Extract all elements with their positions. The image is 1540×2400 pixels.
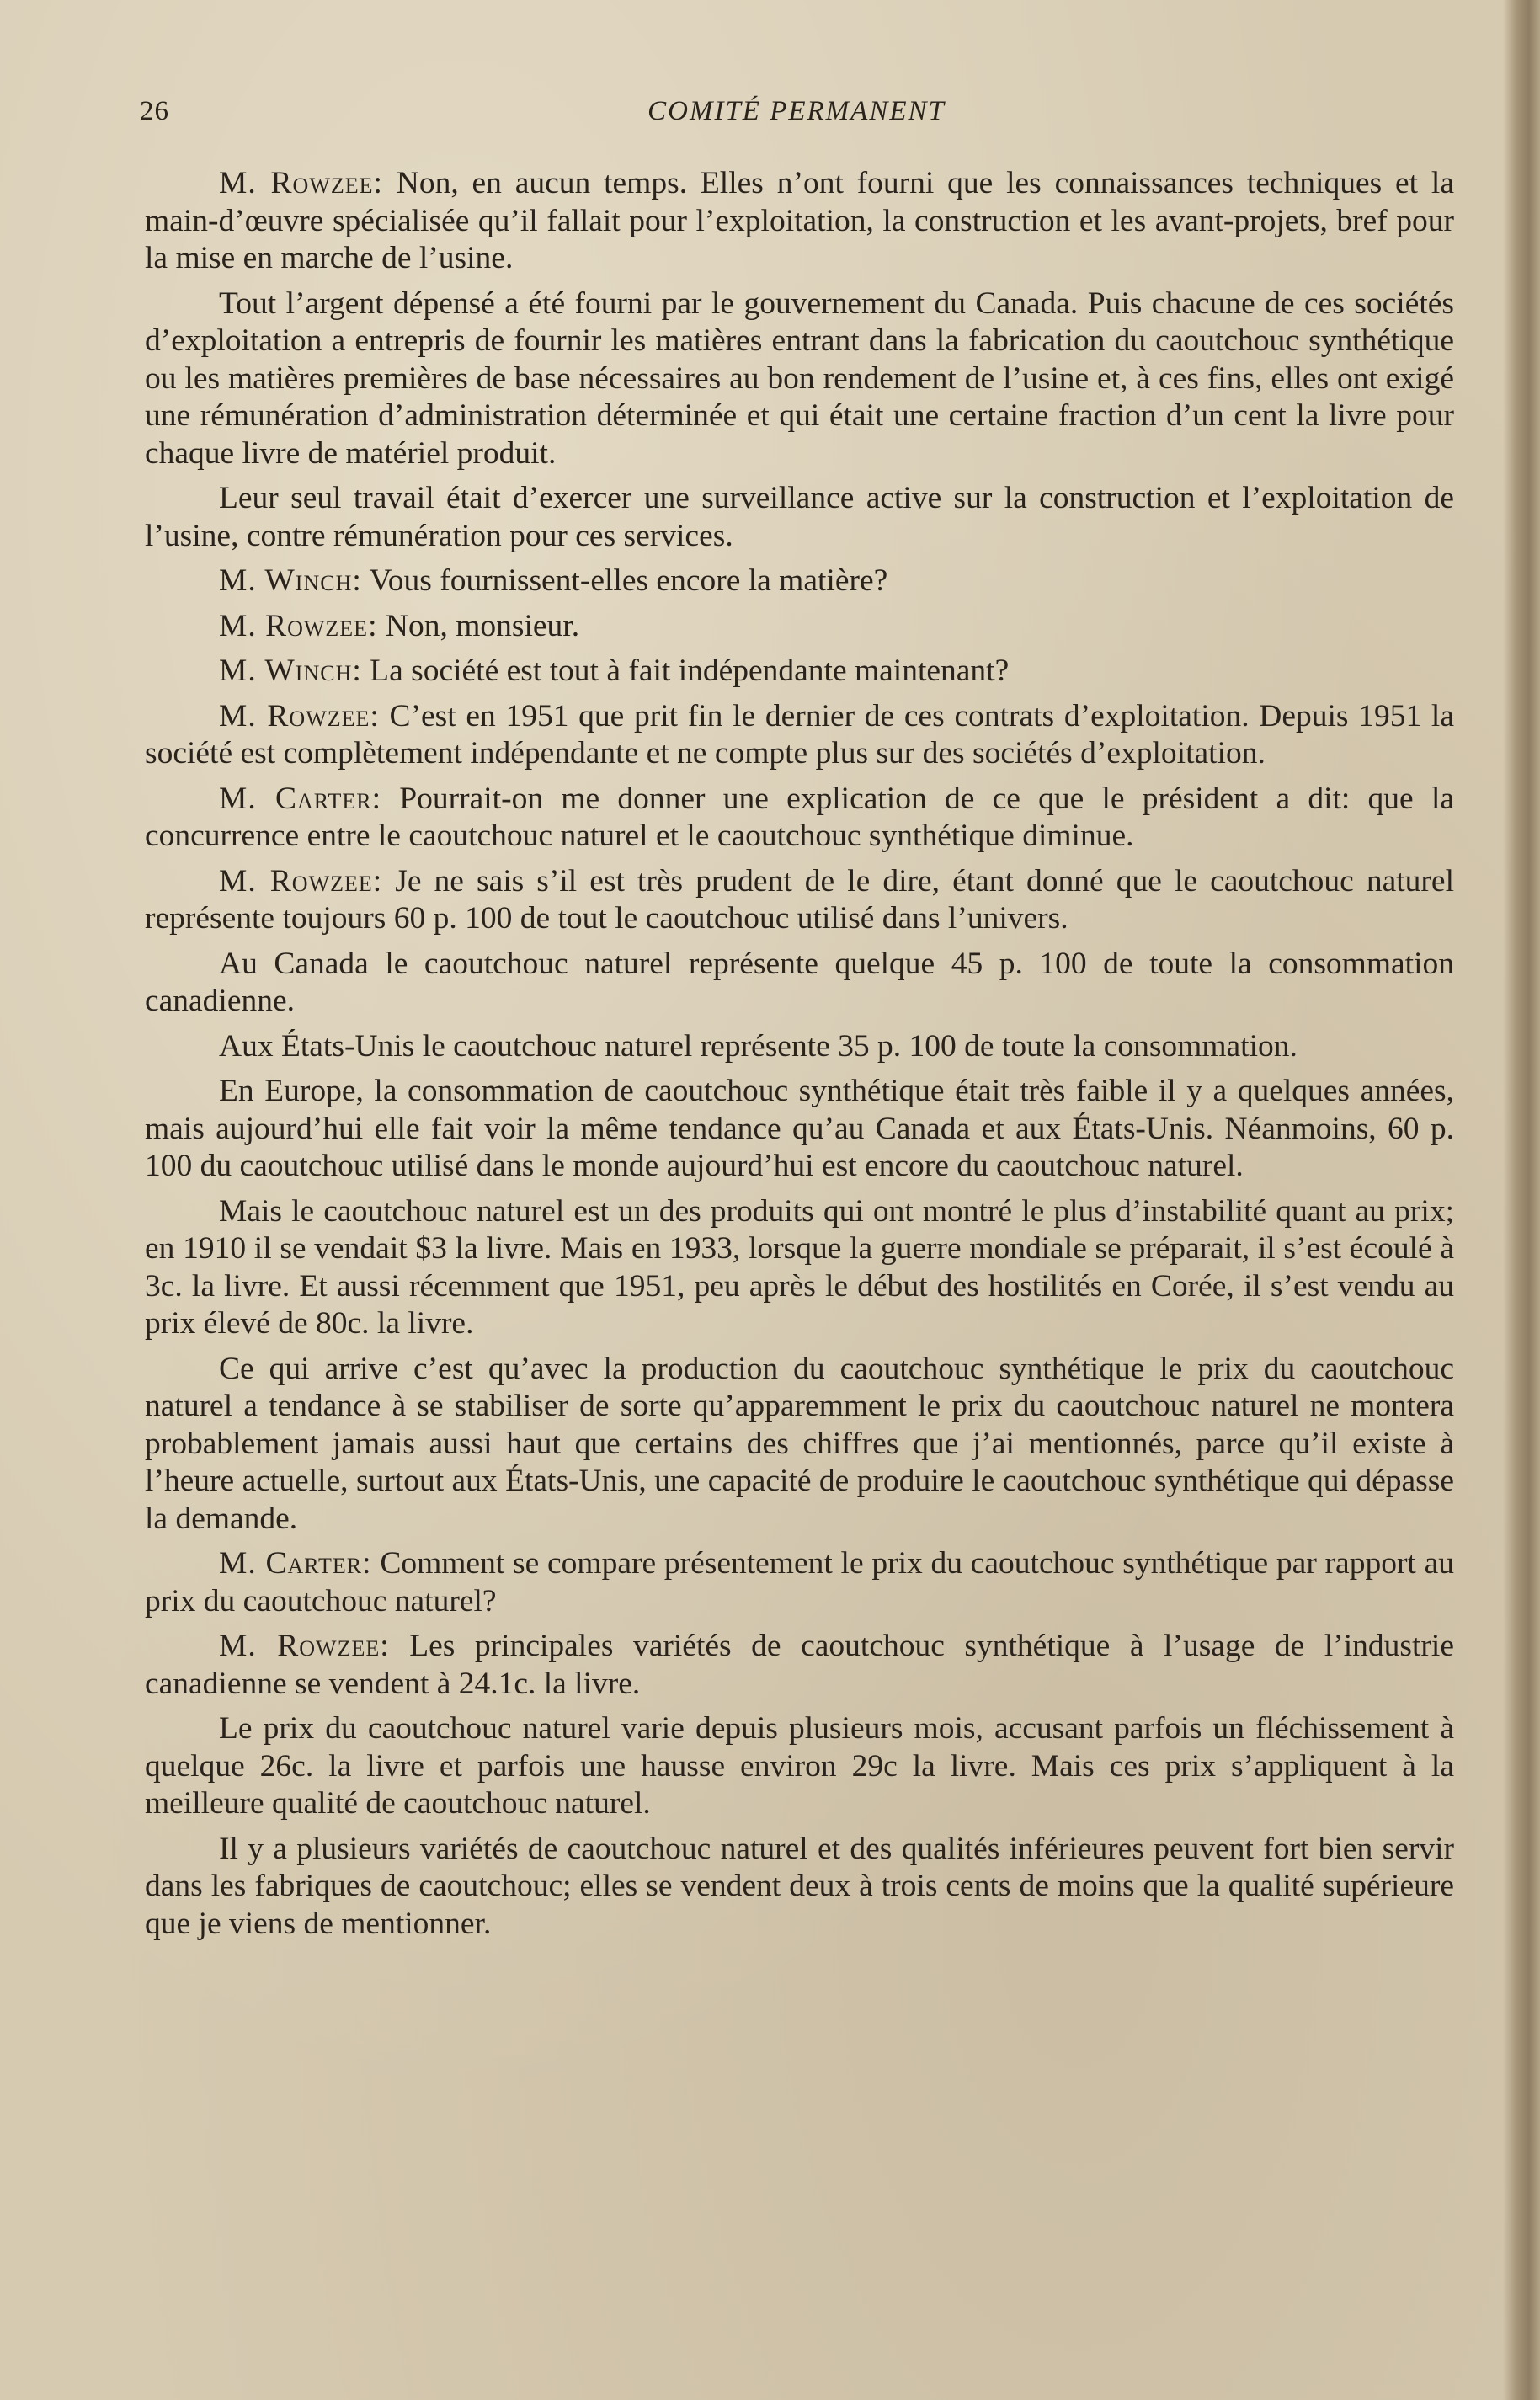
speaker-name: M. Rowzee: [219, 608, 378, 643]
speaker-name: M. Winch: [219, 563, 362, 598]
paragraph [145, 1628, 1454, 1703]
speaker-name: M. Rowzee: [219, 166, 383, 200]
paragraph-text: Non, monsieur. [377, 608, 580, 643]
paragraph [145, 1545, 1454, 1620]
paragraph [145, 1193, 1454, 1343]
paragraph-text: Mais le caoutchouc naturel est un des produits qui ont montré le plus d’instabilité quant au prix; en 1910 il se vendait $3 la livre. Mais en 1933, lorsque la guerre mondiale se préparait, il s’est écoulé à 3c. la livre. Et aussi récemment que 1951, peu après le début des hostilités en Corée, il s’est vendu au prix élevé de 80c. la livre. [145, 1193, 1454, 1341]
page-number: 26 [140, 96, 169, 126]
paragraph-text: La société est tout à fait indépendante maintenant? [361, 653, 1010, 688]
paragraph [145, 698, 1454, 773]
paragraph-text: Aux États-Unis le caoutchouc naturel représente 35 p. 100 de toute la consommation. [219, 1028, 1298, 1064]
paragraph [145, 946, 1454, 1021]
paragraph-text: Il y a plusieurs variétés de caoutchouc naturel et des qualités inférieures peuvent fort bien servir dans les fabriques de caoutchouc; elles se vendent deux à trois cents de moins que la qualité supérieure que je viens de mentionner. [145, 1831, 1454, 1941]
paragraph [145, 165, 1454, 278]
paragraph-text: Je ne sais s’il est très prudent de le dire, étant donné que le caoutchouc naturel représente toujours 60 p. 100 de tout le caoutchouc utilisé dans l’univers. [145, 863, 1454, 936]
paragraph-text: Comment se compare présentement le prix du caoutchouc synthétique par rapport au prix du caoutchouc naturel? [145, 1546, 1455, 1619]
body-text [145, 165, 1454, 1950]
paragraph-text: Tout l’argent dépensé a été fourni par le gouvernement du Canada. Puis chacune de ces sociétés d’exploitation a entrepris de fournir les matières entrant dans la fabrication du caoutchouc synthétique ou les matières premières de base nécessaires au bon rendement de l’usine et, à ces fins, elles ont exigé une rémunération d’administration déterminée et qui était une certaine fraction d’un cent la livre pour chaque livre de matériel produit. [145, 285, 1454, 471]
paragraph-text: C’est en 1951 que prit fin le dernier de ces contrats d’exploitation. Depuis 1951 la société est complètement indépendante et ne compte plus sur des sociétés d’exploitation. [145, 698, 1454, 771]
speaker-name: M. Carter: [219, 781, 382, 816]
paragraph-text: Au Canada le caoutchouc naturel représente quelque 45 p. 100 de toute la consommation canadienne. [145, 946, 1454, 1018]
paragraph-text: Non, en aucun temps. Elles n’ont fourni que les connaissances techniques et la main-d’œuvre spécialisée qu’il fallait pour l’exploitation, la construction et les avant-projets, bref pour la mise en marche de l’usine. [145, 166, 1454, 275]
paragraph-text: Vous fournissent-elles encore la matière? [361, 563, 888, 598]
paragraph-text: Leur seul travail était d’exercer une surveillance active sur la construction et l’exploitation de l’usine, contre rémunération pour ces services. [145, 481, 1454, 553]
running-head: COMITÉ PERMANENT [647, 96, 946, 126]
page-header [140, 91, 1453, 133]
paragraph [145, 608, 1454, 646]
paragraph [145, 653, 1454, 691]
speaker-name: M. Rowzee: [219, 1629, 390, 1663]
speaker-name: M. Rowzee: [219, 863, 383, 899]
paragraph [145, 863, 1454, 938]
speaker-name: M. Rowzee: [219, 698, 380, 733]
paragraph-text: Le prix du caoutchouc naturel varie depuis plusieurs mois, accusant parfois un fléchissement à quelque 26c. la livre et parfois une hausse environ 29c la livre. Mais ces prix s’appliquent à la meilleure qualité de caoutchouc naturel. [145, 1711, 1454, 1821]
paragraph [145, 781, 1454, 856]
speaker-name: M. Carter: [219, 1546, 372, 1581]
paragraph [145, 1073, 1454, 1186]
paragraph-text: Ce qui arrive c’est qu’avec la production du caoutchouc synthétique le prix du caoutchouc naturel a tendance à se stabiliser de sorte qu’apparemment le prix du caoutchouc naturel ne montera probablement jamais aussi haut que certains des chiffres que j’ai mentionnés, parce qu’il existe à l’heure actuelle, surtout aux États-Unis, une capacité de produire le caoutchouc synthétique qui dépasse la demande. [145, 1351, 1454, 1536]
paragraph [145, 1351, 1454, 1539]
paragraph [145, 1831, 1454, 1944]
speaker-name: M. Winch: [219, 653, 362, 688]
paragraph [145, 285, 1454, 473]
page-binding-edge [1503, 0, 1540, 2400]
paragraph-text: En Europe, la consommation de caoutchouc synthétique était très faible il y a quelques années, mais aujourd’hui elle fait voir la même tendance qu’au Canada et aux États-Unis. Néanmoins, 60 p. 100 du caoutchouc utilisé dans le monde aujourd’hui est encore du caoutchouc naturel. [145, 1074, 1454, 1183]
paragraph-text: Les principales variétés de caoutchouc synthétique à l’usage de l’industrie canadienne se vendent à 24.1c. la livre. [145, 1629, 1454, 1701]
paragraph [145, 563, 1454, 600]
paragraph-text: Pourrait-on me donner une explication de ce que le président a dit: que la concurrence entre le caoutchouc naturel et le caoutchouc synthétique diminue. [145, 781, 1455, 853]
paragraph [145, 480, 1454, 555]
paragraph [145, 1710, 1454, 1823]
paragraph [145, 1028, 1454, 1066]
